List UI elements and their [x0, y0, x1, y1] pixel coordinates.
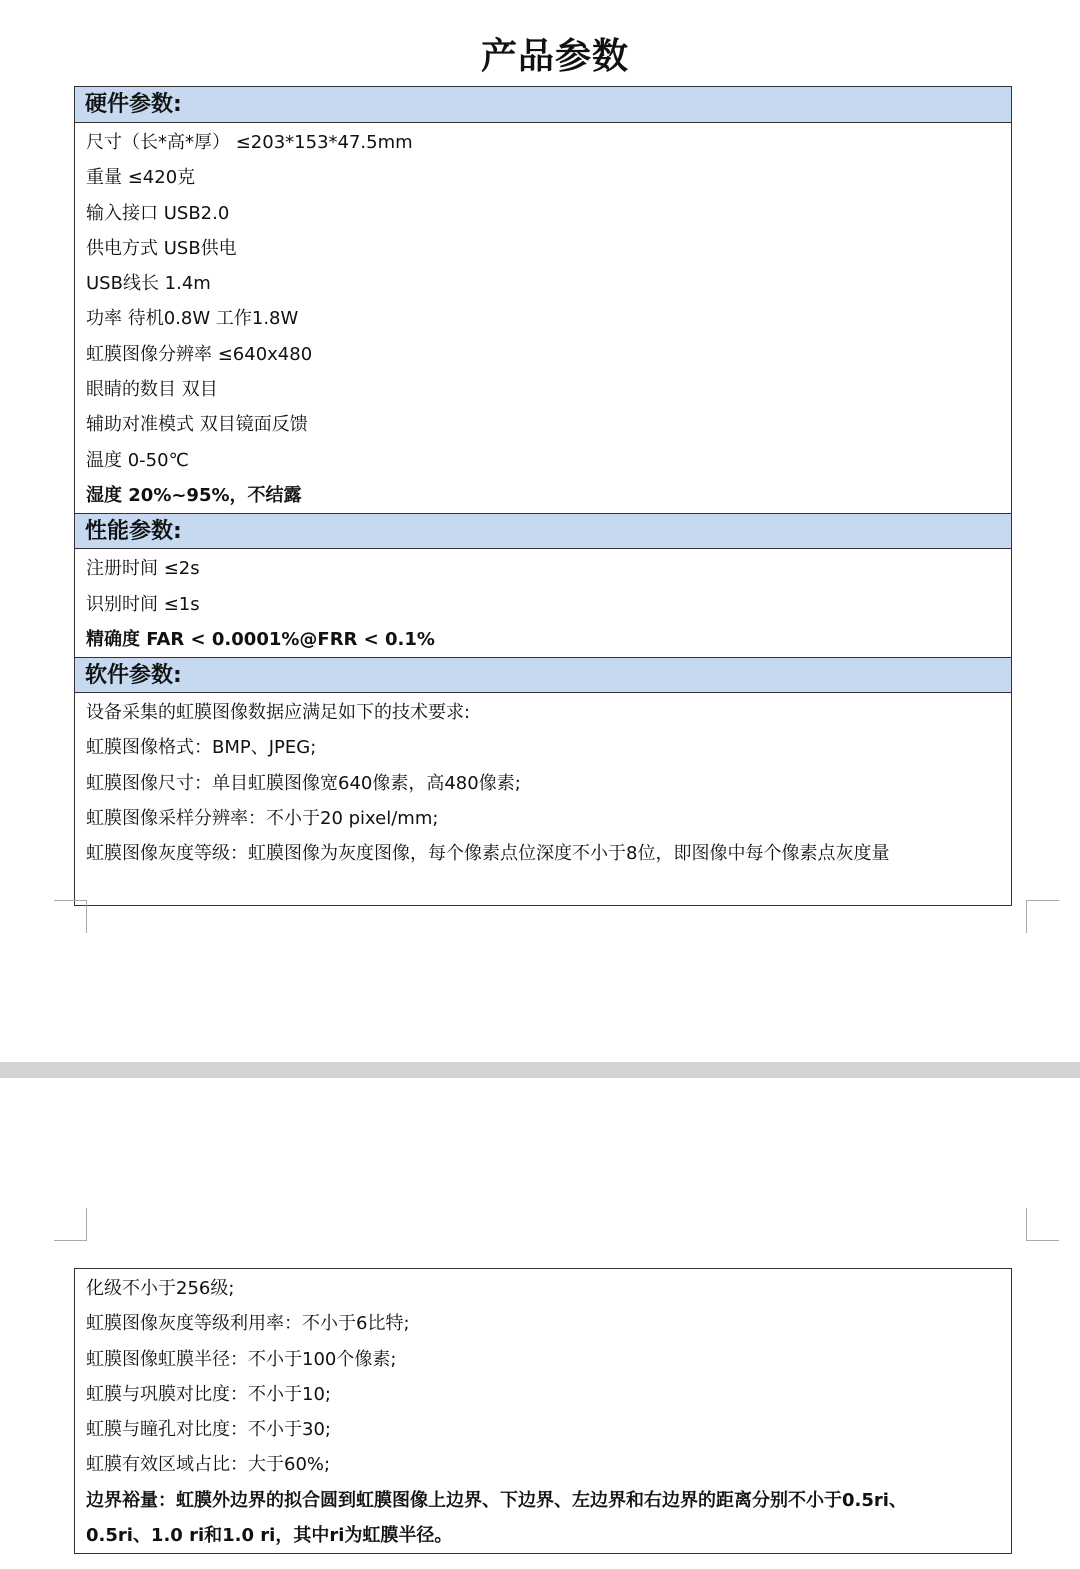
- performance-row-accuracy: 精确度 FAR < 0.0001%@FRR < 0.1%: [86, 628, 435, 650]
- hardware-row-temperature: 温度 0-50℃: [86, 449, 189, 471]
- page-corner-mark: [54, 1208, 87, 1241]
- hardware-row-cable-length: USB线长 1.4m: [86, 273, 211, 295]
- software-section-header: 软件参数:: [75, 657, 1011, 693]
- page2-row-iris-radius: 虹膜图像虹膜半径：不小于100个像素;: [86, 1348, 397, 1370]
- software-row-grayscale: 虹膜图像灰度等级：虹膜图像为灰度图像，每个像素点位深度不小于8位，即图像中每个像素点灰度量: [86, 843, 890, 865]
- page-separator: [0, 1062, 1080, 1078]
- page2-row-gray-utilization: 虹膜图像灰度等级利用率：不小于6比特;: [86, 1313, 410, 1335]
- page-title: 产品参数: [480, 36, 629, 77]
- software-row-intro: 设备采集的虹膜图像数据应满足如下的技术要求:: [86, 702, 471, 724]
- parameter-table-page2: [74, 1268, 1012, 1554]
- page2-row-sclera-contrast: 虹膜与巩膜对比度：不小于10;: [86, 1383, 331, 1405]
- page2-row-pupil-contrast: 虹膜与瞳孔对比度：不小于30;: [86, 1419, 331, 1441]
- hardware-row-size: 尺寸（长*高*厚） ≤203*153*47.5mm: [86, 132, 413, 153]
- performance-row-enroll-time: 注册时间 ≤2s: [86, 558, 200, 580]
- performance-row-identify-time: 识别时间 ≤1s: [86, 593, 200, 615]
- software-row-sampling: 虹膜图像采样分辨率：不小于20 pixel/mm;: [86, 808, 439, 830]
- performance-section-header: 性能参数:: [75, 513, 1011, 549]
- page-corner-mark: [1026, 900, 1059, 933]
- page2-row-effective-area: 虹膜有效区域占比：大于60%;: [86, 1454, 331, 1476]
- page2-row-margin-cont: 0.5ri、1.0 ri和1.0 ri，其中ri为虹膜半径。: [86, 1525, 453, 1547]
- page-corner-mark: [1026, 1208, 1059, 1241]
- hardware-row-power: 功率 待机0.8W 工作1.8W: [86, 308, 299, 330]
- hardware-row-eye-count: 眼睛的数目 双目: [86, 379, 218, 401]
- hardware-row-weight: 重量 ≤420克: [86, 167, 196, 189]
- hardware-row-interface: 输入接口 USB2.0: [86, 202, 230, 224]
- page-corner-mark: [54, 900, 87, 933]
- hardware-rows: [75, 123, 1011, 513]
- software-row-image-size: 虹膜图像尺寸：单目虹膜图像宽640像素，高480像素;: [86, 772, 521, 794]
- software-rows: [75, 693, 1011, 871]
- performance-rows: [75, 549, 1011, 657]
- page2-rows: [75, 1269, 1011, 1553]
- hardware-row-power-supply: 供电方式 USB供电: [86, 237, 237, 259]
- hardware-row-humidity: 湿度 20%~95%，不结露: [86, 484, 302, 506]
- page2-row-grayscale-cont: 化级不小于256级;: [86, 1278, 235, 1299]
- hardware-row-alignment: 辅助对准模式 双目镜面反馈: [86, 414, 308, 436]
- hardware-section-header: 硬件参数:: [75, 87, 1011, 123]
- page2-row-margin: 边界裕量：虹膜外边界的拟合圆到虹膜图像上边界、下边界、左边界和右边界的距离分别不小于0.5ri、: [86, 1489, 907, 1511]
- software-row-format: 虹膜图像格式：BMP、JPEG;: [86, 737, 317, 759]
- parameter-table-page1: [74, 86, 1012, 906]
- hardware-row-resolution: 虹膜图像分辨率 ≤640x480: [86, 343, 313, 365]
